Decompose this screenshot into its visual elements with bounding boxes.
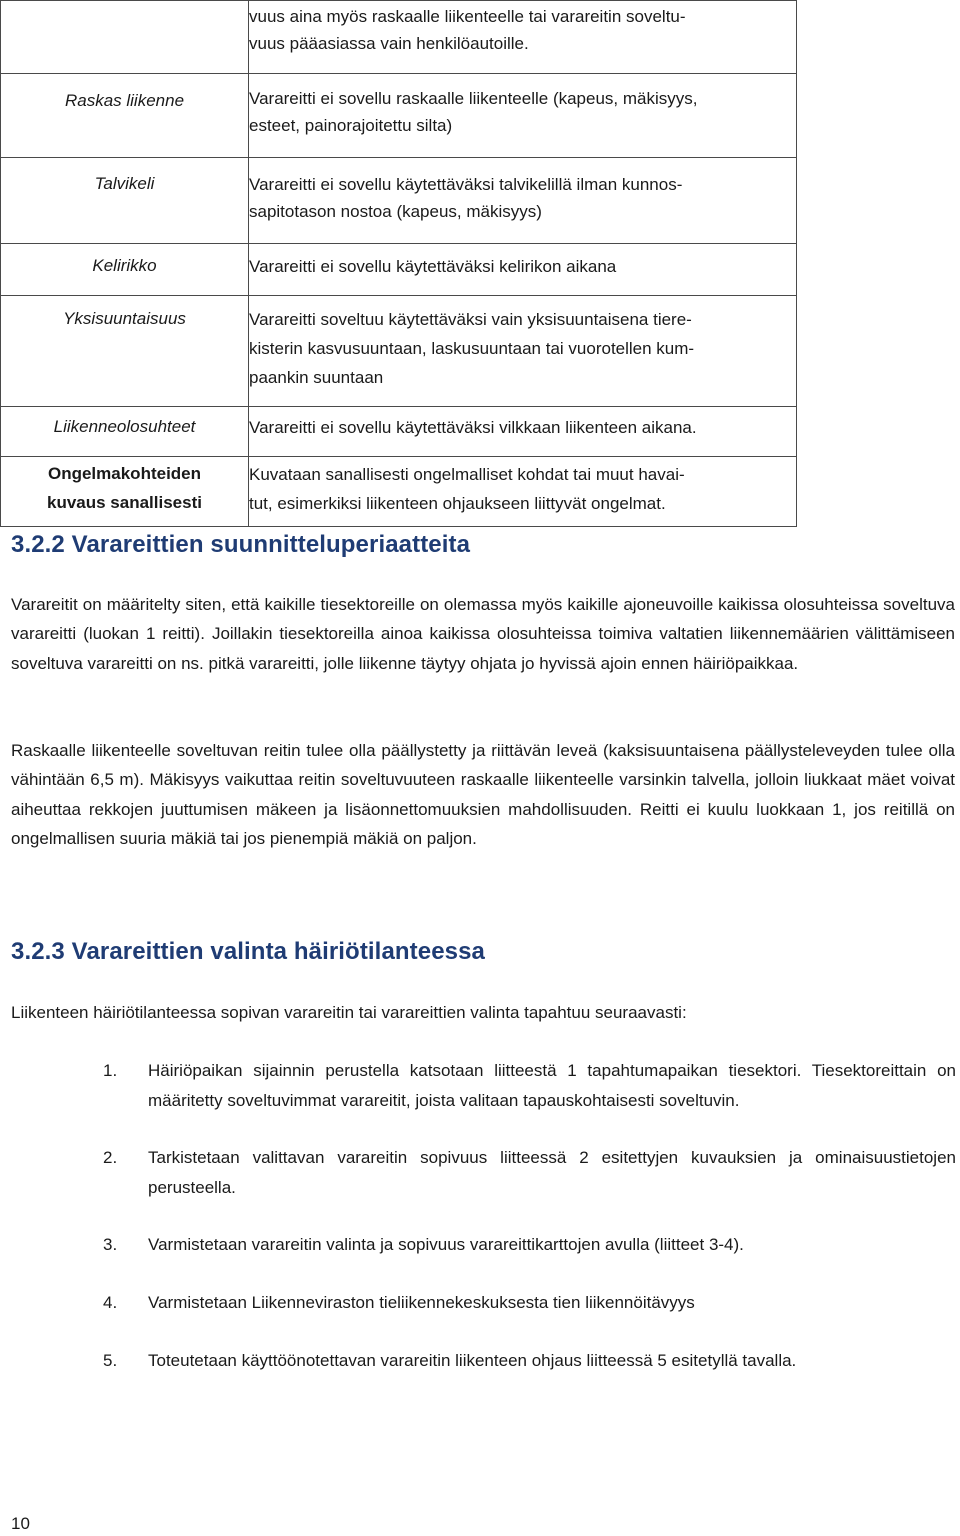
row-label: kuvaus sanallisesti — [47, 493, 202, 512]
paragraph: Varareitit on määritelty siten, että kaikille tiesektoreille on olemassa myös kaikille ajoneuvoille kaikissa olosuhteissa soveltuva varareitti (luokan 1 reitti). Joillakin tiesektoreilla ainoa kaikissa olosuhteissa toimiva valtatien liikennemäärien välittämiseen soveltuva varareitti on ns. pitkä varareitti, jolle liikenne täytyy ohjata jo hyvissä ajoin ennen häiriöpaikkaa. — [11, 595, 955, 673]
list-number: 2. — [103, 1148, 118, 1167]
steps-list — [0, 1056, 960, 1376]
section-number: 3.2.2 — [11, 531, 65, 558]
table-row — [1, 407, 797, 457]
row-description-line: vuus aina myös raskaalle liikenteelle tai varareitin soveltu- — [249, 7, 686, 26]
table-row — [1, 244, 797, 296]
list-text: Varmistetaan varareitin valinta ja sopivuus varareittikarttojen avulla (liitteet 3-4). — [148, 1235, 744, 1254]
list-number: 1. — [103, 1061, 118, 1080]
list-item — [0, 1056, 960, 1116]
list-number: 5. — [103, 1351, 118, 1370]
section-title: Varareittien valinta häiriötilanteessa — [71, 938, 485, 965]
page-number: 10 — [11, 1514, 30, 1533]
row-label-cell — [1, 74, 249, 158]
row-description-cell — [249, 74, 797, 158]
list-item — [0, 1230, 960, 1260]
table-row — [1, 74, 797, 158]
list-number: 3. — [103, 1235, 118, 1254]
row-description-line: Varareitti ei sovellu käytettäväksi vilkkaan liikenteen aikana. — [249, 418, 697, 437]
row-label: Yksisuuntaisuus — [63, 309, 186, 328]
list-item — [0, 1346, 960, 1376]
list-text: Häiriöpaikan sijainnin perustella katsotaan liitteestä 1 tapahtumapaikan tiesektori. Tiesektoreittain on määritetty soveltuvimmat varareitit, joista valitaan tapauskohtaisesti soveltuvin. — [148, 1061, 956, 1110]
row-label-cell — [1, 244, 249, 296]
row-label-cell — [1, 407, 249, 457]
section-title: Varareittien suunnitteluperiaatteita — [71, 531, 471, 558]
row-label-cell — [1, 296, 249, 407]
row-label: Kelirikko — [92, 256, 157, 275]
row-description-line: esteet, painorajoitettu silta) — [249, 116, 453, 135]
list-item — [0, 1143, 960, 1203]
row-label-cell — [1, 158, 249, 244]
section-number: 3.2.3 — [11, 938, 65, 965]
row-description-cell — [249, 1, 797, 74]
row-label: Raskas liikenne — [64, 91, 185, 110]
table-row — [1, 158, 797, 244]
row-description-cell — [249, 407, 797, 457]
row-description-line: Varareitti ei sovellu käytettäväksi talvikelillä ilman kunnos- — [249, 175, 683, 194]
table-row — [1, 457, 797, 527]
criteria-table — [0, 0, 797, 527]
row-description-line: kisterin kasvusuuntaan, laskusuuntaan tai vuorotellen kum- — [249, 339, 695, 358]
row-description-cell — [249, 244, 797, 296]
row-description-cell — [249, 457, 797, 527]
paragraph: Liikenteen häiriötilanteessa sopivan varareitin tai varareittien valinta tapahtuu seuraavasti: — [11, 1003, 687, 1022]
table-row — [1, 296, 797, 407]
paragraph: Raskaalle liikenteelle soveltuvan reitin tulee olla päällystetty ja riittävän leveä (kaksisuuntaisena päällysteleveyden tulee olla vähintään 6,5 m). Mäkisyys vaikuttaa reitin soveltuvuuteen raskaalle liikenteelle varsinkin talvella, jolloin liukkaat mäet voivat aiheuttaa rekkojen juuttumisen mäkeen ja lisäonnettomuuksien mahdollisuuden. Reitti ei kuulu luokkaan 1, jos reitillä on ongelmallisen suuria mäkiä tai jos pienempiä mäkiä on paljon. — [11, 741, 955, 849]
row-description-line: Kuvataan sanallisesti ongelmalliset kohdat tai muut havai- — [249, 465, 685, 484]
row-description-line: paankin suuntaan — [249, 368, 384, 387]
row-description-cell — [249, 296, 797, 407]
list-text: Toteutetaan käyttöönotettavan varareitin liikenteen ohjaus liitteessä 5 esitetyllä tavalla. — [148, 1351, 797, 1370]
row-description-line: Varareitti ei sovellu raskaalle liikenteelle (kapeus, mäkisyys, — [249, 89, 698, 108]
row-description-line: vuus pääasiassa vain henkilöautoille. — [249, 34, 529, 53]
section-heading-3-2-2 — [11, 531, 470, 559]
list-item — [0, 1288, 960, 1318]
list-text: Tarkistetaan valittavan varareitin sopivuus liitteessä 2 esitettyjen kuvauksien ja ominaisuustietojen perusteella. — [148, 1148, 956, 1197]
row-description-line: Varareitti ei sovellu käytettäväksi kelirikon aikana — [249, 257, 617, 276]
list-text: Varmistetaan Liikenneviraston tieliikennekeskuksesta tien liikennöitävyys — [148, 1293, 695, 1312]
row-label-cell — [1, 457, 249, 527]
row-label-cell — [1, 1, 249, 74]
row-description-line: Varareitti soveltuu käytettäväksi vain yksisuuntaisena tiere- — [249, 310, 692, 329]
section-heading-3-2-3 — [11, 938, 485, 966]
row-description-line: tut, esimerkiksi liikenteen ohjaukseen liittyvät ongelmat. — [249, 494, 666, 513]
row-label: Liikenneolosuhteet — [53, 417, 196, 436]
row-label: Talvikeli — [94, 174, 155, 193]
row-description-cell — [249, 158, 797, 244]
list-number: 4. — [103, 1293, 118, 1312]
table-row — [1, 1, 797, 74]
row-label: Ongelmakohteiden — [47, 464, 202, 483]
row-description-line: sapitotason nostoa (kapeus, mäkisyys) — [249, 202, 542, 221]
